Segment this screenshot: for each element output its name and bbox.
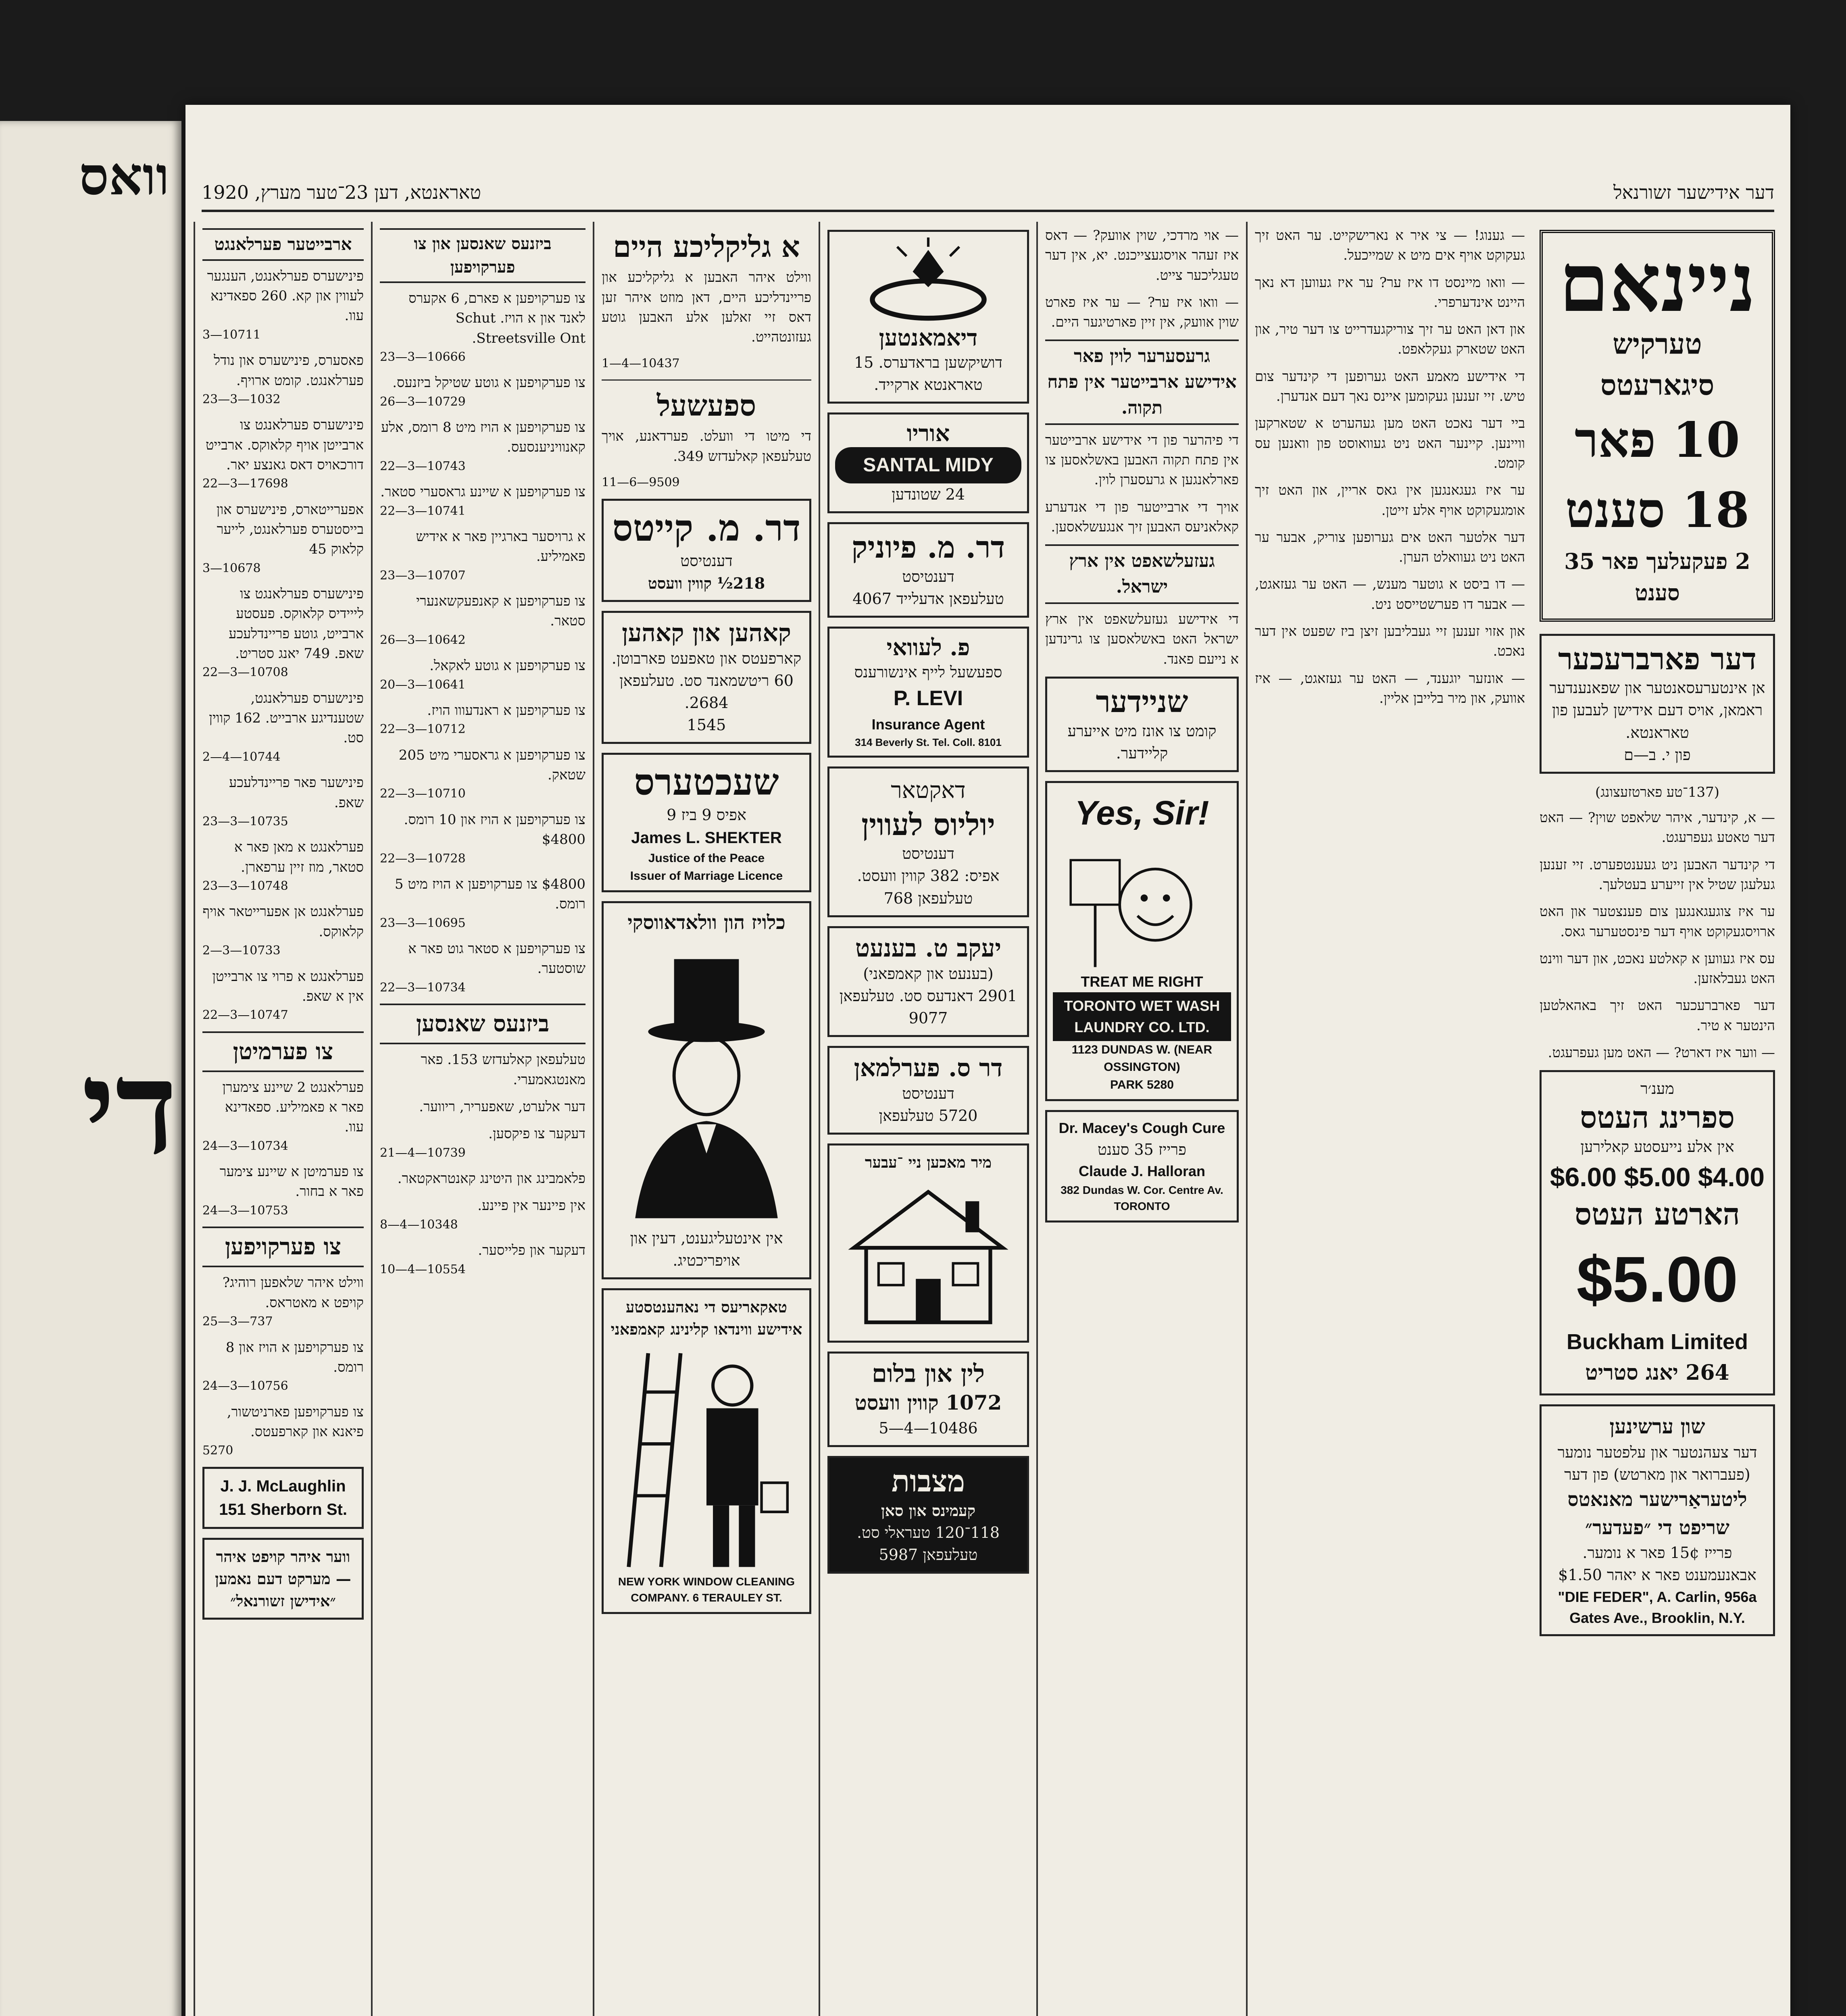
- classified-text: צו פערקויפען א הויז און 10 רומס. $4800: [404, 811, 585, 848]
- classified-ad: [380, 810, 585, 867]
- classified-ad: [380, 701, 585, 738]
- specialist-title: ספעשעל: [656, 388, 756, 423]
- spring-prices: $6.00 $5.00 $4.00: [1550, 1162, 1765, 1192]
- classified-number: 10734—3—24: [202, 1139, 288, 1153]
- adjacent-page-strip: [0, 121, 181, 2016]
- hat-caption: כלויז הון וולאדאווסקי: [627, 911, 785, 934]
- classified-text: צו פערקויפען א קאנפעקשאנערי סטאר.: [416, 593, 585, 629]
- classified-text: פינישערס פערלאנגט צו ארבייטן אויף קלאוקס. ארבייט דורכאויס דאס גאנצע יאר.: [206, 417, 364, 473]
- perlman-sub: דענטיסט: [902, 1084, 954, 1102]
- classified-number: 737—3—25: [202, 1314, 273, 1329]
- classified-number: 10728—3—22: [380, 851, 466, 866]
- story-paragraph: די אידישע מאמע האט גערופען די קינדער צום טיש. זיי זענען געקומען איינס נאך דעם אנדערן.: [1255, 368, 1525, 405]
- doctor-body: אפיס: 382 קווין וועסט. טעלעפאן 768: [857, 867, 1000, 907]
- classified-number: 10748—3—23: [202, 879, 288, 893]
- classified-text: אין פיינער אין פיינע.: [477, 1198, 585, 1214]
- classified-ad: [380, 527, 585, 584]
- paper-name: דער אידישער זשורנאל: [1613, 181, 1774, 203]
- classified-text: צו פערקויפען א גראסערי מיט 205 שטאק.: [398, 747, 585, 783]
- spring-brand: מענ׳ר: [1640, 1080, 1674, 1098]
- classified-number: 10729—3—26: [380, 394, 466, 409]
- neinam-sub: טערקיש סיגארעטס: [1600, 327, 1715, 402]
- neinam-price: 10 פאר 18 סענט: [1565, 412, 1750, 539]
- cohen-ad: [602, 611, 811, 744]
- classified-number: 10641—3—20: [380, 677, 466, 692]
- classified-ad: [202, 1273, 364, 1330]
- window-cleaning-title: טאקאריעס די נאהענטסטע אידישע ווינדאו קלינינג קאמפאני: [610, 1298, 802, 1339]
- date-line: טאראנטא, דען 23־טער מערץ, 1920: [202, 181, 481, 203]
- feder-title: שון ערשינען: [1609, 1414, 1705, 1439]
- classified-number: 10734—3—22: [380, 980, 466, 995]
- monuments-title: מצבות: [891, 1464, 965, 1499]
- specialist-body: די מיטו די וועלט. פערדאנע, אויך טעלעפאן קאלעדזש 349.: [602, 428, 811, 464]
- classified-ad: [202, 837, 364, 895]
- insurance-en-name: P. LEVI: [893, 687, 963, 710]
- house-builder-ad: [827, 1143, 1029, 1342]
- classified-number: 10695—3—23: [380, 916, 466, 930]
- classified-ad: [202, 967, 364, 1024]
- classified-ad: [380, 418, 585, 475]
- classified-text: פלאמבינג און היטינג קאנטראקטאר.: [397, 1170, 585, 1187]
- classified-number: 10710—3—22: [380, 787, 466, 801]
- adjacent-page-big-letters: די: [81, 1032, 177, 1183]
- bennett-sub: (בענעט און קאמפאני): [863, 964, 994, 983]
- laundry-name: TORONTO WET WASH LAUNDRY CO. LTD.: [1053, 992, 1231, 1041]
- insurance-sub: ספעשעל לייף אינשורענס: [854, 663, 1002, 681]
- story-paragraph: — אונזער יוגענד, — האט ער געזאגט, — איז אוועק, און מיר בלייבן אליין.: [1255, 670, 1525, 706]
- story-paragraph: און אזוי זענען זיי געבליבען זיצן ביז שפעט אין דער נאכט.: [1255, 623, 1525, 660]
- neinam-cigarette-ad: [1540, 230, 1775, 622]
- classified-text: פערלאנגט אן אפערייטאר אויף קלאוקס.: [202, 904, 364, 940]
- bennett-ad: [827, 926, 1029, 1037]
- news-paragraph: אויך די ארבייטער פון די אנדערע קאלאניעס האבען זיך אנגעשלאסען.: [1045, 499, 1239, 535]
- lin-blum-addr: 1072 קווין וועסט: [854, 1390, 1002, 1414]
- dentist-pivnik-ad: [827, 522, 1029, 618]
- feder-body: פרייז 15¢ פאר א נומער. אבאנעמענט פאר א יאהר $1.50: [1558, 1544, 1756, 1584]
- classified-text: צו פערקויפען פארניטשור, פיאנא און קארפעטס.: [227, 1404, 364, 1440]
- spring-sub: אין אלע נייעסטע קאלירען: [1580, 1138, 1734, 1156]
- news-paragraph: — וואו איז ער? — ער איז פארט שוין אוועק, אין זיין פארטיגער היים.: [1045, 294, 1239, 331]
- story-paragraph: — דו ביסט א גוטער מענש, — האט ער געזאגט, — אבער דו פערשטייסט ניט.: [1255, 576, 1525, 612]
- classified-ad: [380, 875, 585, 932]
- feder-title2: דער צעהנטער און עלפטער נומער (פעברואר און מארטש) פון דער: [1557, 1443, 1757, 1484]
- story-paragraph: ביי דער נאכט האט מען געהערט א שטארקען וויינען. קיינער האט ניט געוואוסט פון וואנען עס קומט.: [1255, 415, 1525, 471]
- spring-sub2: הארטע העטס: [1575, 1197, 1740, 1232]
- classified-number: 10744—4—2: [202, 750, 281, 764]
- classified-ad: [380, 1196, 585, 1233]
- story-paragraph: — א, קינדער, איהר שלאפט שוין? — האט דער טאטע געפרעגט.: [1540, 810, 1775, 846]
- classified-text: צו פערקויפען א ראנדעווו הויז.: [427, 702, 585, 719]
- house-illustration-icon: [835, 1173, 1021, 1335]
- classified-ad: [202, 584, 364, 681]
- house-builder-title: מיר מאכען ניי ־עבער: [865, 1153, 992, 1172]
- diamond-title: דיאמאנטען: [879, 324, 978, 351]
- news-heading: גרעסערער לוין פאר אידישע ארבייטער אין פתח תקוה.: [1045, 339, 1239, 425]
- yes-sir-text: Yes, Sir!: [1075, 793, 1209, 832]
- column-1: [194, 222, 371, 2016]
- spring-firm: Buckham Limited: [1566, 1329, 1748, 1354]
- insurance-ad: [827, 627, 1029, 758]
- classified-number: 10642—3—26: [380, 633, 466, 647]
- classified-text: ווילט איהר שלאפען רוהיג? קויפט א מאטראס.: [222, 1275, 364, 1311]
- laundry-ad: [1045, 781, 1239, 1101]
- classified-text: צו פערקויפען א שיינע גראסערי סטאר.: [380, 484, 585, 500]
- perlman-body: 5720 טעלעפאן: [879, 1107, 978, 1125]
- classified-text: טעלעפאן קאלעדזש 153. פאר מאנטגאמערי.: [421, 1052, 585, 1088]
- classified-text: דעקער און פלייסער.: [478, 1242, 585, 1259]
- classified-number: 10666—3—23: [380, 350, 466, 364]
- news-paragraph: — אוי מרדכי, שוין אוועק? — דאס איז זעהר אויסגעצייכנט. יא, אין דער טעגליכער צייט.: [1045, 227, 1239, 283]
- dentist-kates-name: דר. מ. קייטס: [612, 506, 801, 550]
- classified-text: פאסערס, פינישערס און נודל פערלאנגט. קומט ארויף.: [214, 352, 364, 389]
- cohen-num: 1545: [687, 716, 726, 734]
- help-wanted-title: ארבייטער פערלאנגט: [202, 228, 364, 261]
- classified-ad: [380, 482, 585, 520]
- classified-text: א גרויסער בארגיין פאר א אידיש פאמיליע.: [416, 529, 585, 565]
- shochtim-ad: [602, 753, 811, 892]
- insurance-addr: 314 Beverly St. Tel. Coll. 8101: [855, 736, 1002, 748]
- classified-ad: [202, 773, 364, 830]
- dentist-kates-ad: [602, 499, 811, 602]
- classified-ad: [202, 1338, 364, 1395]
- doctor-title: דאקטאר: [891, 777, 966, 804]
- window-cleaner-icon: [609, 1340, 804, 1573]
- story-subtitle: אן אינטערעסאנטער און שפאנענדער ראמאן, אויס דעם אידישן לעבען פון טאראנטא.: [1549, 679, 1765, 741]
- column-5: [1036, 222, 1246, 2016]
- feder-addr: "DIE FEDER", A. Carlin, 956a Gates Ave., Brooklin, N.Y.: [1558, 1588, 1757, 1626]
- monuments-name: קעמינס און סאן: [881, 1501, 976, 1520]
- adjacent-page-title: וואס: [79, 145, 169, 207]
- classified-ad: [202, 267, 364, 344]
- doctor-sub: דענטיסט: [902, 845, 954, 863]
- insurance-name: פ. לעוואי: [886, 634, 970, 661]
- story-paragraph: — גענוג! — צי איר א נארישקייט. ער האט זיך געקוקט אויף אים מיט א שמייכעל.: [1255, 227, 1525, 264]
- monuments-tel: טעלעפאן 5987: [879, 1546, 978, 1564]
- doctor-levin-ad: [827, 766, 1029, 917]
- shochtim-title: שעכטערס: [634, 761, 779, 804]
- classified-text: פינישערס פערלאנגט צו לייידיס קלאוקס. פעסטע ארבייט, גוטע פריינדלעכע שאפ. 749 יאנג סטריט.: [229, 586, 364, 662]
- classified-number: 10708—3—22: [202, 665, 288, 680]
- classified-number: 10756—3—24: [202, 1379, 288, 1393]
- window-cleaning-en: NEW YORK WINDOW CLEANING COMPANY. 6 TERAULEY ST.: [618, 1575, 795, 1604]
- monuments-ad: [827, 1456, 1029, 1574]
- perlman-name: דר ס. פערלמאן: [854, 1054, 1003, 1082]
- neinam-price2: 2 פעקעלעך פאר 35 סענט: [1564, 548, 1750, 606]
- treat-me-sign: TREAT ME RIGHT: [1081, 973, 1203, 990]
- classified-ad: [202, 902, 364, 959]
- classified-text: צו פערקויפען א פארם, 6 אקערס לאנד און א הויז. Schut Streetsville Ont.: [408, 290, 585, 346]
- perlman-ad: [827, 1046, 1029, 1135]
- santal-title: אוריו: [906, 420, 950, 447]
- story-paragraph: — וואו מיינסט דו איז ער? ער איז געווען דא נאך היינט אינדערפרי.: [1255, 274, 1525, 310]
- column-6: [1246, 222, 1532, 2016]
- laundry-tel: PARK 5280: [1110, 1078, 1174, 1091]
- classified-number: 10747—3—22: [202, 1008, 288, 1023]
- news-paragraph: די אידישע געזעלשאפט אין ארץ ישראל האט באשלאסען צו גרינדען א נייעם פאנד.: [1045, 611, 1239, 667]
- mclaughlin-addr: 151 Sherborn St.: [219, 1500, 347, 1518]
- serial-story-header: [1540, 634, 1775, 774]
- classified-number: 1032—3—23: [202, 392, 281, 406]
- tailor-body: קומט צו אונז מיט אייערע קליידער.: [1067, 722, 1217, 762]
- bennett-body: 2901 דאנדעס סט. טעלעפאן 9077: [839, 987, 1017, 1027]
- business-section-title-2: ביזנעס שאנסען: [380, 1004, 585, 1044]
- story-paragraph: ער איז געגאנגען אין גאס אריין, און האט זיך אומגעקוקט אויף אלע זייטן.: [1255, 482, 1525, 519]
- classified-ad: [380, 1124, 585, 1162]
- halloran-name: Claude J. Halloran: [1078, 1163, 1206, 1180]
- mclaughlin-name: J. J. McLaughlin: [220, 1477, 346, 1495]
- classified-ad: [380, 591, 585, 649]
- classified-ad: [380, 1169, 585, 1189]
- feder-name: ליטעראַרישער מאנאטס שריפט די ״פעדער״: [1567, 1488, 1747, 1539]
- classified-ad: [202, 1078, 364, 1155]
- column-7: [1532, 222, 1782, 2016]
- ad-number: 10437—4—1: [602, 356, 680, 371]
- justice-name: James L. SHEKTER: [631, 829, 782, 847]
- laundry-addr: 1123 DUNDAS W. (NEAR OSSINGTON): [1071, 1043, 1213, 1074]
- santal-sub: 24 שטונדען: [892, 485, 965, 503]
- classified-text: צו פערמיטן א שיינע צימער פאר א בחור.: [219, 1164, 364, 1200]
- business-section-title: ביזנעס שאנסען און צו פערקויפען: [380, 228, 585, 283]
- monuments-addr: 118־120 טעראלי סט.: [856, 1524, 1000, 1542]
- classified-text: אפערייטארס, פינישערס און בייסטערס פערלאנגט, לייער קלאוק 45: [216, 501, 364, 558]
- diamond-ring-icon: [835, 237, 1021, 325]
- doctor-name: יוליוס לעווין: [861, 807, 995, 842]
- classified-ad: [380, 656, 585, 694]
- santal-ad: [827, 412, 1029, 513]
- spring-addr: 264 יאנג סטריט: [1585, 1360, 1729, 1385]
- classified-ad: [202, 1162, 364, 1219]
- happy-home-title: א גליקליכע היים: [613, 229, 800, 264]
- sun-mascot-icon: [1053, 838, 1231, 972]
- classified-ad: [202, 500, 364, 577]
- classified-ad: [202, 689, 364, 766]
- classified-number: 10554—4—10: [380, 1262, 466, 1277]
- shochtim-body: אפיס 9 ביז 9: [667, 806, 746, 824]
- classified-number: 10712—3—22: [380, 722, 466, 737]
- mclaughlin-ad: [202, 1467, 364, 1529]
- classified-number: 10739—4—21: [380, 1145, 466, 1160]
- happy-home-body: ווילט איהר האבען א גליקליכע און פריינדליכע היים, דאן מוזט איהר זען דאס זיי זאלען אלע האבען גוטע געזונטהייט.: [602, 269, 811, 346]
- classified-ad: [380, 939, 585, 996]
- top-hat-man-icon: [609, 937, 804, 1227]
- story-title: דער פארברעכער: [1558, 641, 1756, 677]
- newspaper-page: [185, 105, 1790, 2016]
- cough-cure-ad: [1045, 1110, 1239, 1223]
- classified-number: 10707—3—23: [380, 568, 466, 583]
- justice-sub: Justice of the Peace: [648, 852, 765, 865]
- column-4: [819, 222, 1036, 2016]
- tailor-ad: [1045, 677, 1239, 772]
- journal-footer-ad: [202, 1538, 364, 1620]
- story-paragraph: און דאן האט ער זיך צוריקגעדרייט צו דער טיר, און האט שטארק געקלאפט.: [1255, 321, 1525, 358]
- story-paragraph: ער איז צוגעגאנגען צום פענצטער און האט ארויסגעקוקט אויף דער פינסטערער גאס.: [1540, 904, 1775, 940]
- classified-text: פערלאנגט 2 שיינע צימערן פאר א פאמיליע. ספאדינא עוו.: [222, 1079, 364, 1135]
- dentist-kates-sub: דענטיסט: [680, 552, 733, 570]
- window-cleaning-ad: [602, 1288, 811, 1614]
- dentist-body: טעלעפאן אדעלייד 4067: [852, 589, 1004, 608]
- story-paragraph: די קינדער האבען ניט געענטפערט. זיי זענען געלעגן שטיל אין זייערע בעטלעך.: [1540, 856, 1775, 893]
- neinam-title: ניינאם: [1558, 235, 1756, 330]
- classified-text: פינישערס פערלאנגט, שטענדיגע ארבייט. 162 קווין סט.: [209, 690, 364, 746]
- classified-text: צו פערקויפען א הויז און 8 רומס.: [225, 1339, 364, 1375]
- story-part: (137־טע פארטזעצונג): [1595, 784, 1719, 800]
- insurance-en-title: Insurance Agent: [871, 716, 985, 733]
- news-paragraph: די פיהרער פון די אידישע ארבייטער אין פתח תקוה האבען באשלאסען צו פארלאנגען א גרעסערן לוין.: [1045, 432, 1239, 488]
- story-paragraph: דער פארברעכער האט זיך באהאלטען הינטער א טיר.: [1540, 998, 1775, 1034]
- classified-text: צו פערקויפען א גוטע שטיקל ביזנעס.: [392, 375, 585, 391]
- classified-text: צו פערקויפען א הויז מיט 8 רומס, אלע קאנוויניענסעס.: [381, 419, 585, 456]
- top-hat-ad: [602, 901, 811, 1279]
- classified-text: דעקער צו פיקסען.: [488, 1126, 585, 1142]
- justice-sub2: Issuer of Marriage Licence: [630, 869, 783, 883]
- story-credit: פון י. ב—ם: [1624, 746, 1691, 764]
- story-paragraph: דער אלטער האט אים גערופען צוריק, אבער ער האט ניט געוואלט הערן.: [1255, 529, 1525, 566]
- classified-text: $4800 צו פערקויפען א הויז מיט 5 רומס.: [394, 876, 585, 912]
- spring-hats-ad: [1540, 1070, 1775, 1395]
- story-paragraph: עס איז געווען א קאלטע נאכט, און דער ווינט האט געבלאזען.: [1540, 950, 1775, 987]
- classified-number: 10678—3: [202, 561, 261, 575]
- classified-ad: [380, 1097, 585, 1117]
- cohen-title: קאהען און קאהען: [622, 619, 791, 647]
- for-sale-title: צו פערקויפען: [202, 1227, 364, 1267]
- lin-blum-ad: [827, 1352, 1029, 1447]
- bennett-name: יעקב ט. בענעט: [855, 934, 1002, 962]
- classified-text: דער אלערט, שאפעריר, ריווער.: [419, 1099, 585, 1115]
- classified-number: 10741—3—22: [380, 504, 466, 518]
- classified-number: 10733—3—2: [202, 943, 281, 958]
- diamond-ad: [827, 230, 1029, 404]
- classified-number: 10743—3—22: [380, 459, 466, 473]
- dentist-name: דר. מ. פיוניק: [851, 530, 1005, 565]
- classified-text: פערלאנגט א פרוי צו ארבייטן אין א שאפ.: [212, 968, 364, 1004]
- classified-number: 17698—3—22: [202, 477, 288, 491]
- classified-text: פערלאנגט א מאן פאר א סטאר, מוז זיין ערפארן.: [234, 839, 364, 875]
- ad-number: 9509—6—11: [602, 475, 680, 490]
- classified-text: צו פערקויפען א גוטע לאקאל.: [429, 658, 585, 674]
- journal-footer-text: ווער איהר קויפט איהר — מערקט דעם נאמען ״אידישן זשורנאל״: [215, 1547, 351, 1610]
- classified-number: 5270: [202, 1443, 233, 1458]
- for-rent-title: צו פערמיטן: [202, 1031, 364, 1072]
- classified-number: 10711—3: [202, 327, 261, 342]
- cough-title: Dr. Macey's Cough Cure: [1058, 1120, 1225, 1137]
- classified-ad: [380, 289, 585, 366]
- column-3: [593, 222, 819, 2016]
- story-paragraph: — ווער איז דארט? — האט מען געפרעגט.: [1548, 1045, 1775, 1061]
- classified-ad: [380, 1241, 585, 1278]
- classified-text: פינישערס פערלאנגט, הענגער לעווין און קא. 260 ספאדינא עוו.: [207, 268, 364, 324]
- classified-text: פינישער פאר פריינדלעכע שאפ.: [229, 775, 364, 811]
- cohen-body: קארפעטס און טאפעט פארבוטן. 60 ריטשמאנד סט. טעלעפאן 2684.: [611, 649, 802, 712]
- diamond-body: דושיקשען בראדערס. 15 טאראנטא ארקייד.: [854, 353, 1002, 394]
- cough-price: פרייז 35 סענט: [1097, 1141, 1187, 1159]
- dentist-kates-addr: 218½ קווין וועסט: [648, 574, 765, 592]
- tailor-title: שניידער: [1096, 684, 1188, 719]
- classified-ad: [380, 373, 585, 410]
- hat-text: אין אינטעליגענט, דעין און אויפריכטיג.: [630, 1229, 783, 1269]
- classified-ad: [202, 415, 364, 492]
- dentist-sub: דענטיסט: [902, 567, 954, 585]
- spring-big-price: $5.00: [1576, 1243, 1738, 1315]
- classified-ad: [380, 1050, 585, 1090]
- classified-ad: [202, 351, 364, 408]
- classified-ad: [380, 746, 585, 803]
- spring-title: ספרינג העטס: [1580, 1100, 1735, 1135]
- news-heading: געזעלשאפט אין ארץ ישראל.: [1045, 544, 1239, 604]
- santal-brand: SANTAL MIDY: [835, 447, 1021, 483]
- lin-blum-num: 10486—4—5: [879, 1419, 978, 1437]
- column-2: [371, 222, 593, 2016]
- feder-ad: [1540, 1404, 1775, 1636]
- classified-number: 10348—4—8: [380, 1217, 458, 1232]
- classified-number: 10735—3—23: [202, 814, 288, 829]
- classified-number: 10753—3—24: [202, 1203, 288, 1218]
- halloran-addr: 382 Dundas W. Cor. Centre Av. TORONTO: [1061, 1183, 1223, 1213]
- lin-blum-name: לין און בלום: [872, 1359, 985, 1388]
- page-header: [202, 181, 1774, 212]
- classified-ad: [202, 1402, 364, 1460]
- classified-text: צו פערקויפען א סטאר גוט פאר א שוסטער.: [408, 941, 585, 977]
